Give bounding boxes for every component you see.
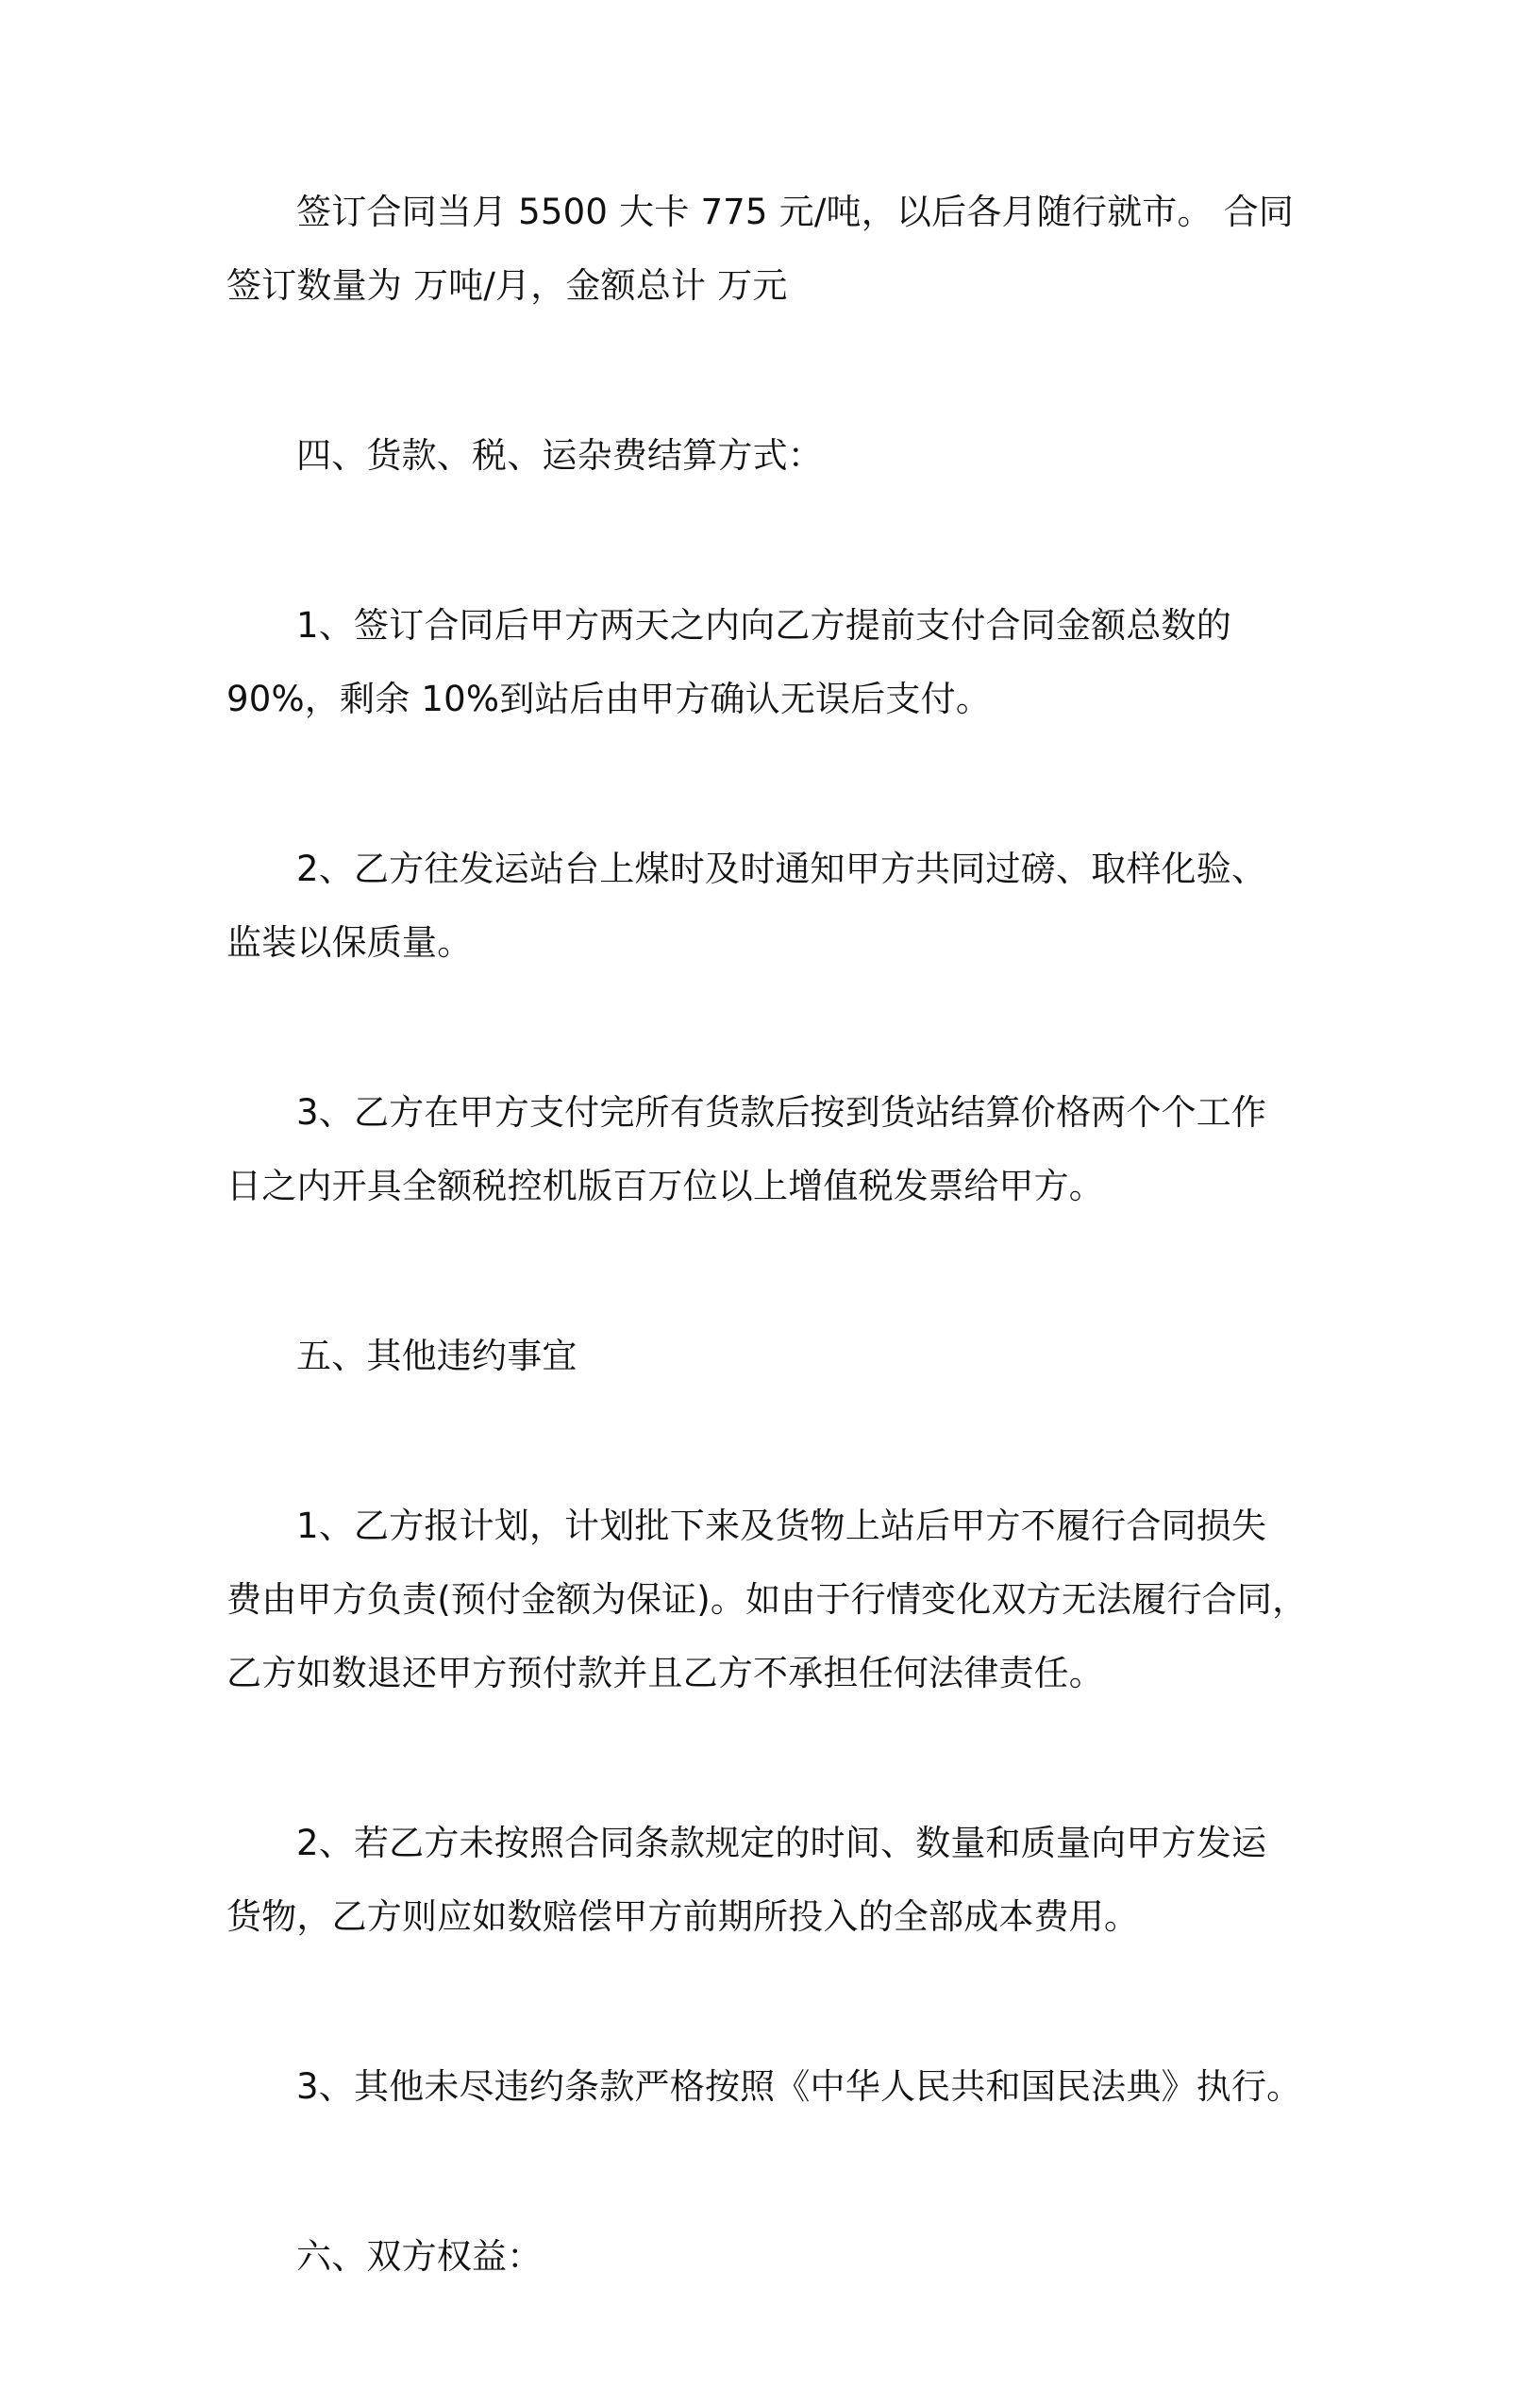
text-line: 90%，剩余 10%到站后由甲方确认无误后支付。 — [226, 679, 992, 719]
text-line: 签订合同当月 5500 大卡 775 元/吨，以后各月随行就市。 合同 — [296, 192, 1295, 232]
text-line: 监装以保质量。 — [226, 922, 473, 963]
text-line: 3、其他未尽违约条款严格按照《中华人民共和国民法典》执行。 — [296, 2066, 1302, 2107]
text-line: 1、乙方报计划，计划批下来及货物上站后甲方不履行合同损失 — [296, 1506, 1267, 1546]
clause-5-3 — [226, 2050, 1312, 2124]
text-line: 1、签订合同后甲方两天之内向乙方提前支付合同金额总数的 — [296, 605, 1231, 646]
text-line: 2、乙方往发运站台上煤时及时通知甲方共同过磅、取样化验、 — [296, 849, 1267, 889]
text-line: 费由甲方负责(预付金额为保证)。如由于行情变化双方无法履行合同， — [226, 1579, 1308, 1620]
heading-text: 六、双方权益： — [296, 2236, 543, 2277]
text-line: 乙方如数退还甲方预付款并且乙方不承担任何法律责任。 — [226, 1653, 1104, 1693]
text-line: 货物，乙方则应如数赔偿甲方前期所投入的全部成本费用。 — [226, 1896, 1140, 1937]
clause-5-2 — [226, 1807, 1312, 1954]
clause-4-1 — [226, 589, 1312, 736]
clause-5-1 — [226, 1490, 1312, 1710]
heading-text: 四、货款、税、运杂费结算方式： — [296, 435, 823, 476]
document-body — [226, 176, 1312, 2390]
clause-4-3 — [226, 1076, 1312, 1223]
section-heading-4 — [226, 419, 1312, 493]
section-heading-6 — [226, 2220, 1312, 2294]
text-line: 3、乙方在甲方支付完所有货款后按到货站结算价格两个个工作 — [296, 1092, 1267, 1133]
clause-4-2 — [226, 833, 1312, 980]
paragraph-price — [226, 176, 1312, 323]
heading-text: 五、其他违约事宜 — [296, 1336, 578, 1376]
section-heading-5 — [226, 1320, 1312, 1393]
text-line: 签订数量为 万吨/月，金额总计 万元 — [226, 265, 788, 306]
text-line: 日之内开具全额税控机版百万位以上增值税发票给甲方。 — [226, 1166, 1104, 1206]
text-line: 2、若乙方未按照合同条款规定的时间、数量和质量向甲方发运 — [296, 1823, 1267, 1863]
